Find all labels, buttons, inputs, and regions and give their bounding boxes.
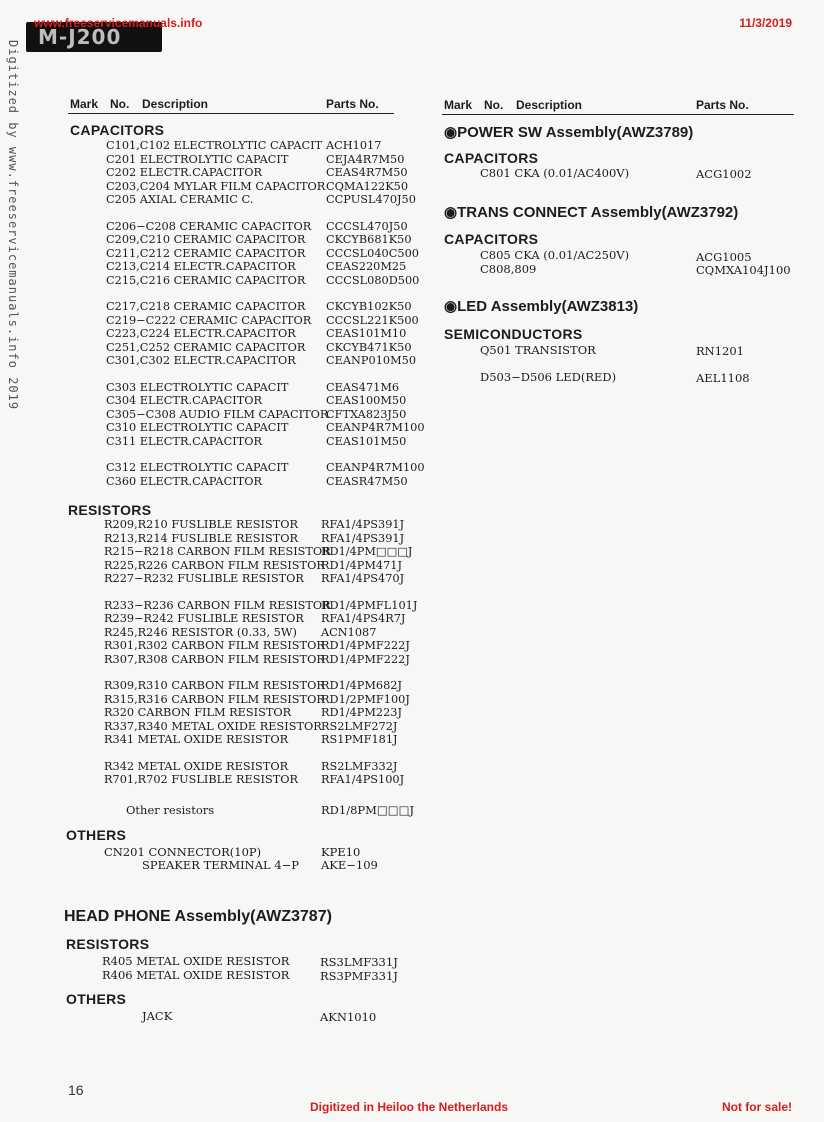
parts-row xyxy=(104,653,414,667)
part-number: CCCSL080D500 xyxy=(326,273,420,287)
header-mark-right: Mark xyxy=(444,98,473,112)
parts-row xyxy=(106,435,406,449)
part-number: CEANP4R7M100 xyxy=(326,461,425,474)
power-cap-c801-part: ACG1002 xyxy=(696,167,752,181)
part-description: C311 ELECTR.CAPACITOR xyxy=(106,434,262,448)
part-number: CFTXA823J50 xyxy=(326,407,407,421)
parts-row xyxy=(104,545,414,559)
parts-row xyxy=(106,193,416,207)
part-number: CKCYB471K50 xyxy=(326,340,412,354)
part-number: CEASR47M50 xyxy=(326,474,408,488)
trans-cap-c805: C805 CKA (0.01/AC250V) xyxy=(480,248,630,262)
part-description: R307,R308 CARBON FILM RESISTOR xyxy=(104,652,325,666)
parts-row xyxy=(104,532,414,546)
other-resistors-label: Other resistors xyxy=(126,803,215,817)
part-number: CCPUSL470J50 xyxy=(326,193,416,206)
watermark-bottom: Digitized in Heiloo the Netherlands xyxy=(310,1100,509,1114)
power-cap-c801: C801 CKA (0.01/AC400V) xyxy=(480,166,630,180)
header-rule-left xyxy=(68,113,394,114)
part-description: C209,C210 CERAMIC CAPACITOR xyxy=(106,233,306,246)
part-description: R225,R226 CARBON FILM RESISTOR xyxy=(104,558,325,572)
parts-row xyxy=(106,246,419,261)
parts-row xyxy=(106,408,406,422)
part-description: R209,R210 FUSLIBLE RESISTOR xyxy=(104,518,299,531)
others-speaker-terminal-part: AKE−109 xyxy=(321,858,378,872)
part-description: C312 ELECTROLYTIC CAPACIT xyxy=(106,461,289,474)
led-semi-q501: Q501 TRANSISTOR xyxy=(480,343,596,357)
parts-row xyxy=(106,354,417,368)
part-description: R227−R232 FUSLIBLE RESISTOR xyxy=(104,572,304,585)
part-number: RFA1/4PS100J xyxy=(321,773,405,786)
group-spacer xyxy=(106,368,406,381)
hp-others-title: OTHERS xyxy=(66,991,127,1007)
part-number: RD1/2PMF100J xyxy=(321,692,410,706)
others-speaker-terminal: SPEAKER TERMINAL 4−P xyxy=(142,858,300,872)
trans-cap-c805-part: ACG1005 xyxy=(696,250,752,264)
part-description: C205 AXIAL CERAMIC C. xyxy=(106,193,254,206)
part-description: R215−R218 CARBON FILM RESISTOR xyxy=(104,545,331,558)
part-number: RD1/4PM□□□J xyxy=(321,545,413,558)
part-description: C206−C208 CERAMIC CAPACITOR xyxy=(106,219,312,233)
part-number: CEAS101M10 xyxy=(326,327,407,340)
capacitors-title: CAPACITORS xyxy=(70,122,165,138)
headphone-assembly-title: HEAD PHONE Assembly(AWZ3787) xyxy=(64,908,332,925)
led-assembly-title: ◉LED Assembly(AWZ3813) xyxy=(444,298,639,315)
hp-others-jack-part: AKN1010 xyxy=(320,1010,377,1024)
header-description-right: Description xyxy=(516,98,583,112)
led-semi-q501-part: RN1201 xyxy=(696,344,744,358)
led-semi-d503-part: AEL1108 xyxy=(696,371,750,385)
parts-row xyxy=(104,612,414,626)
part-description: C201 ELECTROLYTIC CAPACIT xyxy=(106,152,289,166)
part-description: R320 CARBON FILM RESISTOR xyxy=(104,706,292,719)
part-description: C304 ELECTR.CAPACITOR xyxy=(106,394,262,407)
group-spacer xyxy=(104,586,414,599)
led-semiconductors-title: SEMICONDUCTORS xyxy=(444,326,583,342)
part-description: R337,R340 METAL OXIDE RESISTOR xyxy=(104,719,322,733)
part-description: C223,C224 ELECTR.CAPACITOR xyxy=(106,327,296,340)
part-number: CEAS100M50 xyxy=(326,394,407,407)
header-description: Description xyxy=(142,97,209,111)
power-capacitors-title: CAPACITORS xyxy=(444,150,539,166)
part-description: R245,R246 RESISTOR (0.33, 5W) xyxy=(104,625,297,639)
resistors-list xyxy=(104,518,418,787)
others-title: OTHERS xyxy=(66,827,127,843)
parts-row xyxy=(106,461,425,475)
others-connector: CN201 CONNECTOR(10P) xyxy=(104,845,262,859)
part-number: RD1/4PMF222J xyxy=(321,639,410,652)
page-number: 16 xyxy=(68,1082,84,1098)
part-number: CEAS471M6 xyxy=(326,380,400,394)
part-number: CEANP010M50 xyxy=(326,354,417,367)
part-number: RD1/4PM223J xyxy=(321,706,403,719)
parts-row xyxy=(106,475,406,489)
parts-row xyxy=(104,760,414,774)
part-number: CEAS101M50 xyxy=(326,434,407,448)
parts-row xyxy=(104,706,414,720)
part-number: CCCSL040C500 xyxy=(326,246,419,260)
hp-resistor-r406: R406 METAL OXIDE RESISTOR xyxy=(102,968,290,982)
header-parts-no: Parts No. xyxy=(326,97,379,111)
part-description: C101,C102 ELECTROLYTIC CAPACIT xyxy=(106,139,323,152)
date-stamp: 11/3/2019 xyxy=(739,16,792,30)
parts-row xyxy=(106,300,412,314)
hp-resistor-r405: R405 METAL OXIDE RESISTOR xyxy=(102,954,290,968)
header-rule-right xyxy=(442,114,794,115)
header-parts-no-right: Parts No. xyxy=(696,98,749,112)
part-description: C251,C252 CERAMIC CAPACITOR xyxy=(106,340,306,354)
header-no-right: No. xyxy=(484,98,504,112)
parts-row xyxy=(104,679,414,693)
part-description: R239−R242 FUSLIBLE RESISTOR xyxy=(104,612,304,625)
parts-row xyxy=(106,327,406,341)
hp-others-jack: JACK xyxy=(142,1009,173,1023)
header-mark: Mark xyxy=(70,97,99,111)
parts-row xyxy=(106,381,406,395)
part-description: R213,R214 FUSLIBLE RESISTOR xyxy=(104,531,299,545)
part-description: C301,C302 ELECTR.CAPACITOR xyxy=(106,354,296,367)
part-description: C203,C204 MYLAR FILM CAPACITOR xyxy=(106,179,326,193)
group-spacer xyxy=(104,666,414,679)
parts-row xyxy=(104,598,418,613)
parts-row xyxy=(106,233,412,247)
part-number: CEJA4R7M50 xyxy=(326,152,405,166)
part-description: R342 METAL OXIDE RESISTOR xyxy=(104,759,289,773)
part-description: C211,C212 CERAMIC CAPACITOR xyxy=(106,246,306,260)
parts-row xyxy=(106,179,409,194)
parts-row xyxy=(104,626,414,640)
parts-row xyxy=(104,693,414,707)
parts-row xyxy=(106,153,406,167)
trans-cap-c808: C808,809 xyxy=(480,262,537,276)
group-spacer xyxy=(106,448,406,461)
part-description: C219−C222 CERAMIC CAPACITOR xyxy=(106,313,312,327)
parts-row xyxy=(106,340,412,355)
part-description: R301,R302 CARBON FILM RESISTOR xyxy=(104,639,325,652)
other-resistors-part: RD1/8PM□□□J xyxy=(321,803,415,817)
parts-row xyxy=(106,139,406,153)
group-spacer xyxy=(106,207,406,220)
parts-row xyxy=(106,394,406,408)
resistors-title: RESISTORS xyxy=(68,502,152,518)
part-description: R315,R316 CARBON FILM RESISTOR xyxy=(104,692,325,706)
parts-row xyxy=(106,220,406,234)
part-number: ACH1017 xyxy=(326,139,382,152)
watermark-top: www.freeservicemanuals.info xyxy=(34,16,203,30)
part-number: CCCSL221K500 xyxy=(326,313,419,327)
part-number: ACN1087 xyxy=(321,625,377,639)
hp-resistors-title: RESISTORS xyxy=(66,936,150,952)
capacitors-list xyxy=(106,139,425,488)
group-spacer xyxy=(106,287,406,300)
hp-resistor-r405-part: RS3LMF331J xyxy=(320,955,398,969)
part-number: RFA1/4PS4R7J xyxy=(321,612,406,625)
part-number: RD1/4PM471J xyxy=(321,558,403,572)
part-number: CCCSL470J50 xyxy=(326,219,408,233)
part-number: CKCYB681K50 xyxy=(326,233,412,246)
parts-row xyxy=(104,639,414,653)
parts-row xyxy=(106,273,420,288)
part-description: C310 ELECTROLYTIC CAPACIT xyxy=(106,421,289,434)
part-number: CEANP4R7M100 xyxy=(326,421,425,434)
parts-row xyxy=(106,421,425,435)
hp-resistor-r406-part: RS3PMF331J xyxy=(320,969,398,983)
others-connector-part: KPE10 xyxy=(321,845,361,859)
part-description: R341 METAL OXIDE RESISTOR xyxy=(104,733,289,746)
part-description: C303 ELECTROLYTIC CAPACIT xyxy=(106,380,289,394)
parts-row xyxy=(104,559,414,573)
logo: M-J200 xyxy=(26,22,162,52)
not-for-sale-notice: Not for sale! xyxy=(721,1100,792,1114)
part-description: C217,C218 CERAMIC CAPACITOR xyxy=(106,300,306,313)
part-description: C360 ELECTR.CAPACITOR xyxy=(106,474,262,488)
parts-row xyxy=(104,720,414,734)
parts-row xyxy=(104,518,414,532)
part-description: R233−R236 CARBON FILM RESISTOR xyxy=(104,598,331,612)
power-sw-assembly-title: ◉POWER SW Assembly(AWZ3789) xyxy=(444,124,694,141)
part-description: C305−C308 AUDIO FILM CAPACITOR xyxy=(106,407,329,421)
header-no: No. xyxy=(110,97,130,111)
part-number: RD1/4PMFL101J xyxy=(321,598,418,612)
part-number: RS1PMF181J xyxy=(321,733,398,746)
trans-connect-assembly-title: ◉TRANS CONNECT Assembly(AWZ3792) xyxy=(444,204,739,221)
trans-capacitors-title: CAPACITORS xyxy=(444,231,539,247)
group-spacer xyxy=(104,747,414,760)
parts-row xyxy=(106,313,419,328)
parts-row xyxy=(104,733,414,747)
part-number: RD1/4PM682J xyxy=(321,679,403,692)
side-watermark: Digitized by www.freeservicemanuals.info 2019 xyxy=(6,40,20,411)
part-number: CKCYB102K50 xyxy=(326,300,412,313)
part-number: CEAS220M25 xyxy=(326,260,407,273)
part-description: R309,R310 CARBON FILM RESISTOR xyxy=(104,679,325,692)
part-description: C215,C216 CERAMIC CAPACITOR xyxy=(106,273,306,287)
part-number: CEAS4R7M50 xyxy=(326,166,408,179)
part-number: RD1/4PMF222J xyxy=(321,652,410,666)
part-description: C202 ELECTR.CAPACITOR xyxy=(106,166,262,179)
part-number: RFA1/4PS470J xyxy=(321,572,405,585)
parts-row xyxy=(106,260,406,274)
part-number: RS2LMF332J xyxy=(321,759,398,773)
part-description: R701,R702 FUSLIBLE RESISTOR xyxy=(104,773,299,786)
part-description: C213,C214 ELECTR.CAPACITOR xyxy=(106,260,296,273)
trans-cap-c808-part: CQMXA104J100 xyxy=(696,263,791,277)
part-number: RFA1/4PS391J xyxy=(321,531,405,545)
part-number: RS2LMF272J xyxy=(321,719,398,733)
parts-row xyxy=(106,166,406,180)
part-number: RFA1/4PS391J xyxy=(321,518,405,531)
parts-row xyxy=(104,572,414,586)
part-number: CQMA122K50 xyxy=(326,179,409,193)
led-semi-d503: D503−D506 LED(RED) xyxy=(480,370,617,384)
parts-row xyxy=(104,773,414,787)
